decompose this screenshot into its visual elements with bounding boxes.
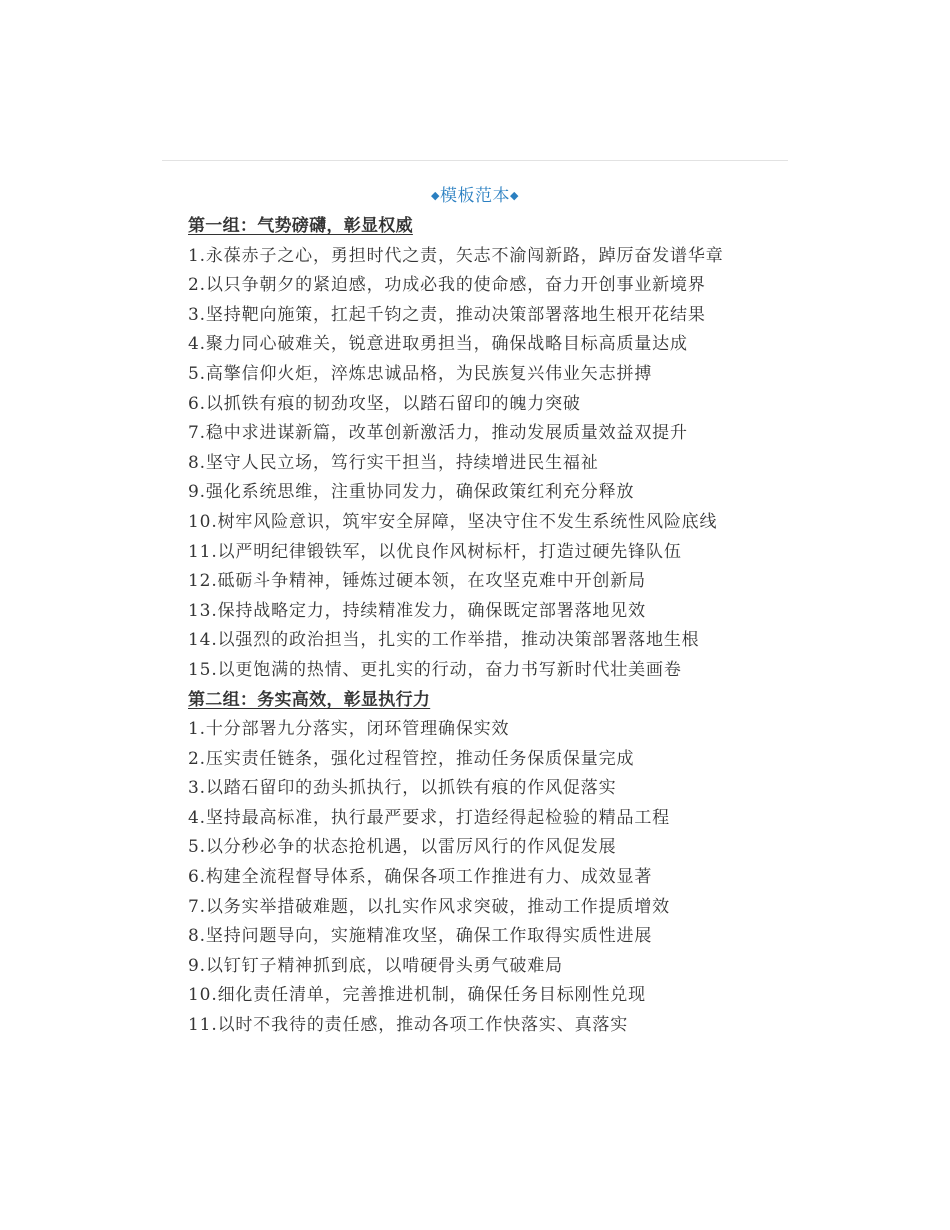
diamond-icon-right: ◆: [510, 189, 519, 202]
list-item: 14.以强烈的政治担当，扎实的工作举措，推动决策部署落地生根: [188, 630, 700, 651]
list-item: 11.以严明纪律锻铁军，以优良作风树标杆，打造过硬先锋队伍: [188, 541, 682, 562]
list-item: 6.以抓铁有痕的韧劲攻坚，以踏石留印的魄力突破: [188, 393, 581, 414]
list-item: 4.聚力同心破难关，锐意进取勇担当，确保战略目标高质量达成: [188, 334, 688, 355]
list-item: 3.坚持靶向施策，扛起千钧之责，推动决策部署落地生根开花结果: [188, 304, 706, 325]
list-item: 5.高擎信仰火炬，淬炼忠诚品格，为民族复兴伟业矢志拼搏: [188, 363, 653, 384]
list-item: 12.砥砺斗争精神，锤炼过硬本领，在攻坚克难中开创新局: [188, 571, 646, 592]
list-item: 9.强化系统思维，注重协同发力，确保政策红利充分释放: [188, 482, 635, 503]
group-heading-2: 第二组：务实高效，彰显执行力: [188, 689, 431, 710]
document-title-text: 模板范本: [440, 186, 510, 206]
group-heading-1: 第一组：气势磅礴，彰显权威: [188, 216, 413, 236]
list-item: 8.坚守人民立场，笃行实干担当，持续增进民生福祉: [188, 452, 599, 473]
list-item: 8.坚持问题导向，实施精准攻坚，确保工作取得实质性进展: [188, 926, 653, 947]
list-item: 10.树牢风险意识，筑牢安全屏障，坚决守住不发生系统性风险底线: [188, 511, 718, 532]
document-body: [188, 212, 768, 1041]
list-item: 3.以踏石留印的劲头抓执行，以抓铁有痕的作风促落实: [188, 778, 617, 799]
list-item: 5.以分秒必争的状态抢机遇，以雷厉风行的作风促发展: [188, 837, 617, 858]
list-item: 2.以只争朝夕的紧迫感，功成必我的使命感，奋力开创事业新境界: [188, 275, 706, 296]
list-item: 7.稳中求进谋新篇，改革创新激活力，推动发展质量效益双提升: [188, 423, 688, 444]
top-divider: [162, 160, 788, 161]
list-item: 9.以钉钉子精神抓到底，以啃硬骨头勇气破难局: [188, 955, 563, 976]
list-item: 1.十分部署九分落实，闭环管理确保实效: [188, 719, 510, 740]
list-item: 13.保持战略定力，持续精准发力，确保既定部署落地见效: [188, 600, 646, 621]
diamond-icon-left: ◆: [431, 189, 440, 202]
list-item: 1.永葆赤子之心，勇担时代之责，矢志不渝闯新路，踔厉奋发谱华章: [188, 245, 724, 266]
document-title: [162, 182, 788, 210]
list-item: 6.构建全流程督导体系，确保各项工作推进有力、成效显著: [188, 867, 653, 888]
list-item: 7.以务实举措破难题，以扎实作风求突破，推动工作提质增效: [188, 896, 671, 917]
list-item: 15.以更饱满的热情、更扎实的行动，奋力书写新时代壮美画卷: [188, 659, 682, 680]
list-item: 4.坚持最高标准，执行最严要求，打造经得起检验的精品工程: [188, 807, 671, 828]
list-item: 11.以时不我待的责任感，推动各项工作快落实、真落实: [188, 1015, 629, 1036]
list-item: 2.压实责任链条，强化过程管控，推动任务保质保量完成: [188, 748, 635, 769]
list-item: 10.细化责任清单，完善推进机制，确保任务目标刚性兑现: [188, 985, 646, 1006]
